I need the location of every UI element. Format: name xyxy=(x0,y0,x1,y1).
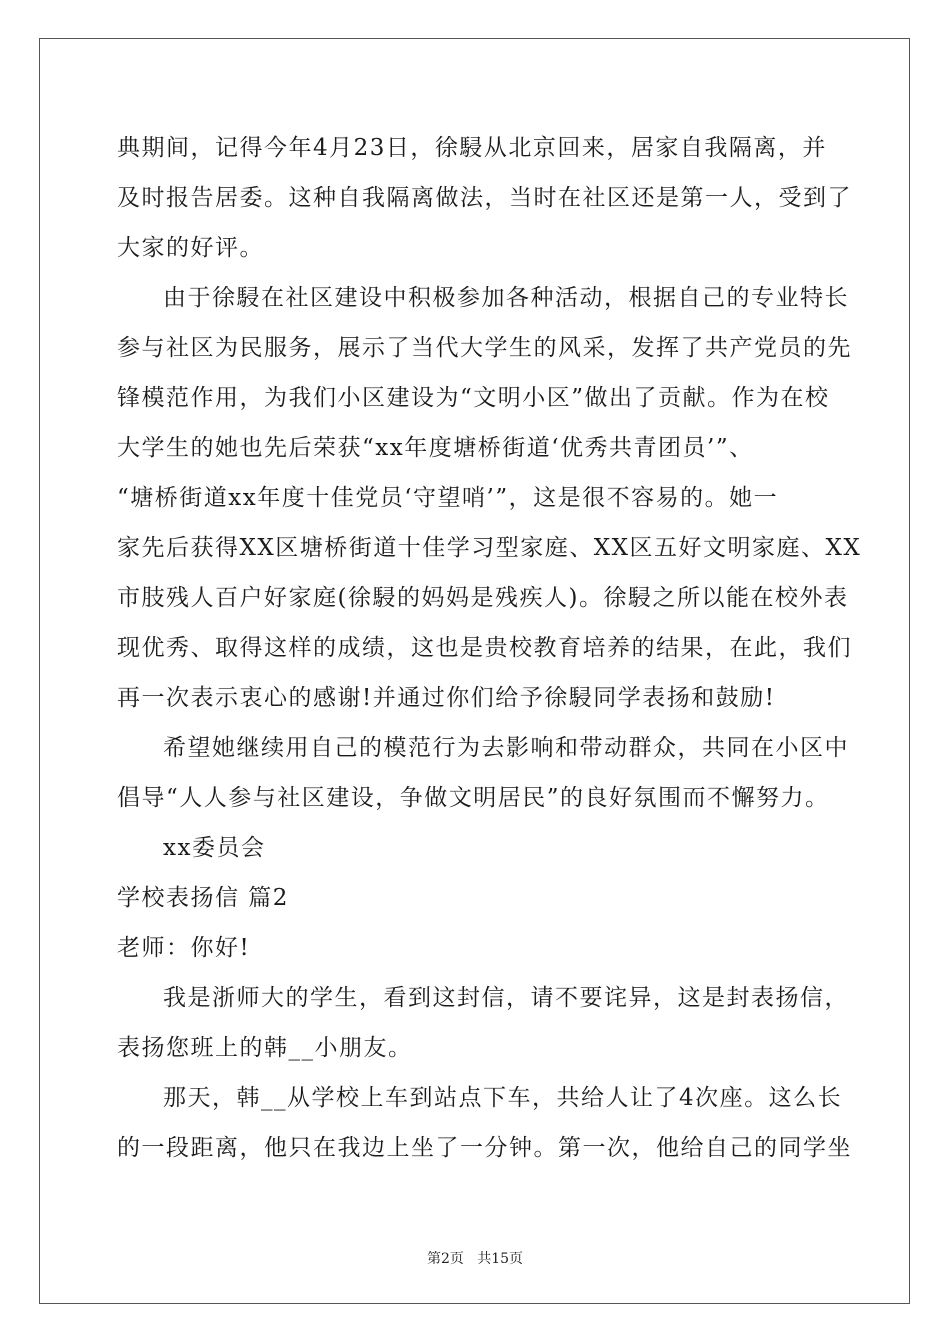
section-heading: 学校表扬信 篇2 xyxy=(117,885,289,911)
text-line: 表扬您班上的韩__小朋友。 xyxy=(117,1035,413,1061)
text-line: 家先后获得XX区塘桥街道十佳学习型家庭、XX区五好文明家庭、XX xyxy=(117,535,862,561)
text-line: 及时报告居委。这种自我隔离做法，当时在社区还是第一人，受到了 xyxy=(117,185,852,211)
text-line: “塘桥街道xx年度十佳党员‘守望哨’”，这是很不容易的。她一 xyxy=(117,485,779,511)
signature-line: xx委员会 xyxy=(163,835,266,861)
text-line: 的一段距离，他只在我边上坐了一分钟。第一次，他给自己的同学坐 xyxy=(117,1135,852,1161)
text-line: 希望她继续用自己的模范行为去影响和带动群众，共同在小区中 xyxy=(163,735,849,761)
text-line: 大学生的她也先后荣获“xx年度塘桥街道‘优秀共青团员’”、 xyxy=(117,435,754,461)
text-line: 我是浙师大的学生，看到这封信，请不要诧异，这是封表扬信， xyxy=(163,985,849,1011)
text-line: 倡导“人人参与社区建设，争做文明居民”的良好氛围而不懈努力。 xyxy=(117,785,830,811)
salutation: 老师：你好! xyxy=(117,935,251,961)
text-line: 大家的好评。 xyxy=(117,235,264,261)
text-line: 现优秀、取得这样的成绩，这也是贵校教育培养的结果，在此，我们 xyxy=(117,635,852,661)
page-border xyxy=(39,38,910,1304)
text-line: 市肢残人百户好家庭(徐駸的妈妈是残疾人)。徐駸之所以能在校外表 xyxy=(117,585,849,611)
page-footer: 第2页 共15页 xyxy=(426,1251,524,1267)
text-line: 参与社区为民服务，展示了当代大学生的风采，发挥了共产党员的先 xyxy=(117,335,852,361)
text-line: 那天，韩__从学校上车到站点下车，共给人让了4次座。这么长 xyxy=(163,1085,843,1111)
text-line: 由于徐駸在社区建设中积极参加各种活动，根据自己的专业特长 xyxy=(163,285,849,311)
text-line: 再一次表示衷心的感谢!并通过你们给予徐駸同学表扬和鼓励! xyxy=(117,685,776,711)
text-line: 锋模范作用，为我们小区建设为“文明小区”做出了贡献。作为在校 xyxy=(117,385,830,411)
text-line: 典期间，记得今年4月23日，徐駸从北京回来，居家自我隔离，并 xyxy=(117,135,827,161)
